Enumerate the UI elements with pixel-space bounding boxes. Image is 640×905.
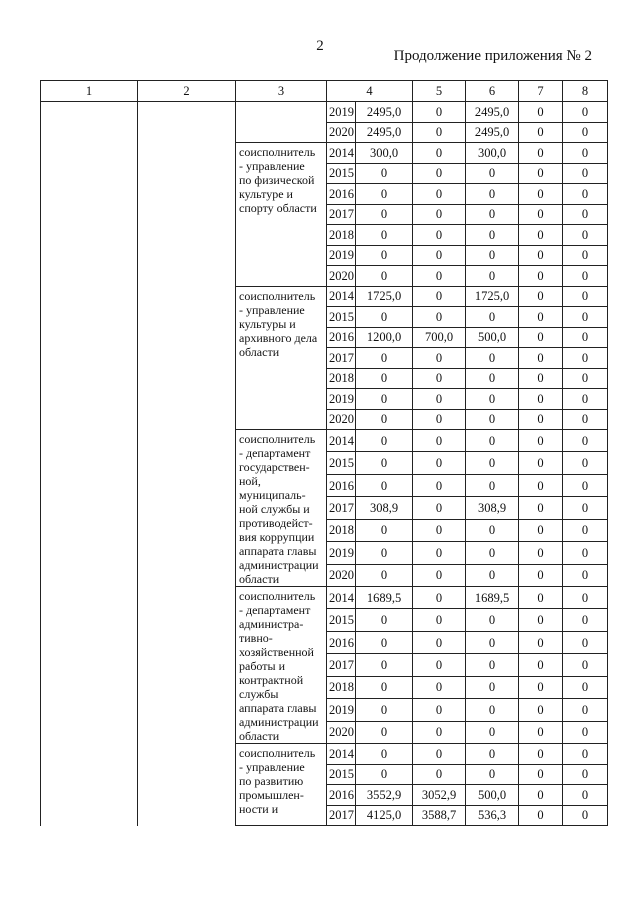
value-cell-c8: 0 [563, 676, 608, 698]
value-cell-c6: 2495,0 [466, 122, 519, 143]
value-cell-c7: 0 [519, 266, 563, 287]
value-cell-c8: 0 [563, 744, 608, 765]
value-cell-c6: 0 [466, 654, 519, 676]
executor-cell: соисполнитель - департамент государствен- ной, муниципаль- ной службы и противодейст- вия коррупции аппарата главы администрации области [236, 430, 327, 587]
value-cell-c6: 0 [466, 245, 519, 266]
continuation-title: Продолжение приложения № 2 [393, 48, 592, 64]
value-cell-c4: 0 [356, 348, 413, 369]
page-number: 2 [316, 38, 324, 54]
value-cell-c5: 0 [413, 389, 466, 410]
year-cell: 2019 [327, 389, 356, 410]
year-cell: 2016 [327, 474, 356, 496]
value-cell-c5: 0 [413, 654, 466, 676]
value-cell-c8: 0 [563, 143, 608, 164]
year-cell: 2017 [327, 348, 356, 369]
value-cell-c6: 0 [466, 744, 519, 765]
value-cell-c4: 3552,9 [356, 785, 413, 806]
value-cell-c6: 500,0 [466, 785, 519, 806]
value-cell-c5: 0 [413, 430, 466, 452]
year-cell: 2014 [327, 143, 356, 164]
value-cell-c8: 0 [563, 519, 608, 541]
value-cell-c7: 0 [519, 184, 563, 205]
value-cell-c4: 1200,0 [356, 327, 413, 348]
value-cell-c6: 0 [466, 519, 519, 541]
value-cell-c7: 0 [519, 631, 563, 653]
value-cell-c4: 2495,0 [356, 102, 413, 123]
value-cell-c8: 0 [563, 609, 608, 631]
value-cell-c5: 0 [413, 519, 466, 541]
value-cell-c8: 0 [563, 184, 608, 205]
value-cell-c7: 0 [519, 542, 563, 564]
value-cell-c8: 0 [563, 307, 608, 328]
value-cell-c6: 0 [466, 676, 519, 698]
value-cell-c8: 0 [563, 389, 608, 410]
value-cell-c8: 0 [563, 805, 608, 826]
value-cell-c6: 0 [466, 699, 519, 721]
header-cell: 8 [563, 81, 608, 102]
value-cell-c5: 0 [413, 143, 466, 164]
value-cell-c7: 0 [519, 286, 563, 307]
value-cell-c8: 0 [563, 452, 608, 474]
value-cell-c7: 0 [519, 564, 563, 586]
value-cell-c5: 0 [413, 122, 466, 143]
year-cell: 2014 [327, 430, 356, 452]
value-cell-c6: 1689,5 [466, 587, 519, 609]
year-cell: 2017 [327, 654, 356, 676]
value-cell-c4: 0 [356, 764, 413, 785]
value-cell-c7: 0 [519, 609, 563, 631]
value-cell-c7: 0 [519, 204, 563, 225]
value-cell-c5: 3588,7 [413, 805, 466, 826]
value-cell-c6: 0 [466, 389, 519, 410]
value-cell-c6: 0 [466, 542, 519, 564]
value-cell-c5: 0 [413, 609, 466, 631]
value-cell-c7: 0 [519, 327, 563, 348]
value-cell-c8: 0 [563, 497, 608, 519]
value-cell-c4: 0 [356, 631, 413, 653]
year-cell: 2016 [327, 631, 356, 653]
year-cell: 2015 [327, 609, 356, 631]
value-cell-c7: 0 [519, 102, 563, 123]
value-cell-c8: 0 [563, 348, 608, 369]
value-cell-c6: 0 [466, 368, 519, 389]
value-cell-c5: 0 [413, 102, 466, 123]
value-cell-c8: 0 [563, 286, 608, 307]
value-cell-c7: 0 [519, 474, 563, 496]
value-cell-c5: 3052,9 [413, 785, 466, 806]
year-cell: 2019 [327, 542, 356, 564]
value-cell-c5: 0 [413, 497, 466, 519]
executor-cell: соисполнитель - управление по физической культуре и спорту области [236, 143, 327, 287]
header-cell: 7 [519, 81, 563, 102]
value-cell-c4: 0 [356, 609, 413, 631]
value-cell-c4: 0 [356, 519, 413, 541]
year-cell: 2017 [327, 497, 356, 519]
header-cell: 1 [41, 81, 138, 102]
value-cell-c8: 0 [563, 654, 608, 676]
year-cell: 2016 [327, 785, 356, 806]
value-cell-c5: 0 [413, 348, 466, 369]
value-cell-c7: 0 [519, 307, 563, 328]
value-cell-c6: 0 [466, 430, 519, 452]
value-cell-c6: 308,9 [466, 497, 519, 519]
value-cell-c6: 0 [466, 631, 519, 653]
value-cell-c8: 0 [563, 764, 608, 785]
value-cell-c6: 0 [466, 474, 519, 496]
value-cell-c6: 0 [466, 452, 519, 474]
value-cell-c5: 0 [413, 452, 466, 474]
value-cell-c4: 0 [356, 389, 413, 410]
value-cell-c7: 0 [519, 143, 563, 164]
value-cell-c8: 0 [563, 409, 608, 430]
header-cell: 6 [466, 81, 519, 102]
value-cell-c7: 0 [519, 163, 563, 184]
header-row [41, 81, 608, 102]
year-cell: 2017 [327, 805, 356, 826]
value-cell-c5: 0 [413, 204, 466, 225]
value-cell-c6: 0 [466, 266, 519, 287]
column-1-cell [41, 102, 138, 826]
value-cell-c4: 0 [356, 699, 413, 721]
year-cell: 2018 [327, 368, 356, 389]
year-cell: 2014 [327, 587, 356, 609]
value-cell-c5: 0 [413, 587, 466, 609]
value-cell-c4: 0 [356, 721, 413, 743]
value-cell-c8: 0 [563, 430, 608, 452]
value-cell-c6: 2495,0 [466, 102, 519, 123]
value-cell-c4: 0 [356, 266, 413, 287]
value-cell-c8: 0 [563, 163, 608, 184]
value-cell-c5: 0 [413, 564, 466, 586]
executor-cell: соисполнитель - департамент администра- тивно- хозяйственной работы и контрактной службы аппарата главы администрации области [236, 587, 327, 744]
value-cell-c5: 0 [413, 721, 466, 743]
value-cell-c4: 1689,5 [356, 587, 413, 609]
value-cell-c4: 0 [356, 676, 413, 698]
value-cell-c5: 0 [413, 764, 466, 785]
value-cell-c5: 0 [413, 409, 466, 430]
executor-cell: соисполнитель - управление культуры и архивного дела области [236, 286, 327, 430]
year-cell: 2014 [327, 286, 356, 307]
value-cell-c5: 0 [413, 245, 466, 266]
year-cell: 2019 [327, 102, 356, 123]
header-cell: 4 [327, 81, 413, 102]
year-cell: 2020 [327, 721, 356, 743]
value-cell-c4: 0 [356, 204, 413, 225]
value-cell-c8: 0 [563, 204, 608, 225]
value-cell-c4: 0 [356, 654, 413, 676]
value-cell-c6: 536,3 [466, 805, 519, 826]
value-cell-c4: 0 [356, 307, 413, 328]
value-cell-c8: 0 [563, 699, 608, 721]
value-cell-c5: 0 [413, 542, 466, 564]
value-cell-c7: 0 [519, 389, 563, 410]
value-cell-c8: 0 [563, 785, 608, 806]
value-cell-c7: 0 [519, 497, 563, 519]
value-cell-c8: 0 [563, 631, 608, 653]
value-cell-c4: 0 [356, 744, 413, 765]
year-cell: 2018 [327, 676, 356, 698]
value-cell-c6: 500,0 [466, 327, 519, 348]
value-cell-c8: 0 [563, 327, 608, 348]
value-cell-c7: 0 [519, 721, 563, 743]
year-cell: 2016 [327, 184, 356, 205]
value-cell-c7: 0 [519, 122, 563, 143]
year-cell: 2017 [327, 204, 356, 225]
value-cell-c5: 0 [413, 225, 466, 246]
year-cell: 2018 [327, 519, 356, 541]
year-cell: 2020 [327, 266, 356, 287]
value-cell-c4: 0 [356, 474, 413, 496]
value-cell-c4: 0 [356, 452, 413, 474]
year-cell: 2016 [327, 327, 356, 348]
value-cell-c4: 0 [356, 225, 413, 246]
budget-table [40, 80, 608, 826]
value-cell-c4: 0 [356, 245, 413, 266]
value-cell-c6: 0 [466, 184, 519, 205]
year-cell: 2015 [327, 163, 356, 184]
table-row [41, 102, 608, 123]
value-cell-c6: 0 [466, 609, 519, 631]
value-cell-c8: 0 [563, 225, 608, 246]
year-cell: 2015 [327, 764, 356, 785]
value-cell-c6: 0 [466, 225, 519, 246]
value-cell-c7: 0 [519, 430, 563, 452]
value-cell-c7: 0 [519, 348, 563, 369]
value-cell-c7: 0 [519, 699, 563, 721]
value-cell-c4: 0 [356, 564, 413, 586]
value-cell-c5: 0 [413, 184, 466, 205]
value-cell-c7: 0 [519, 654, 563, 676]
executor-cell [236, 102, 327, 143]
value-cell-c5: 0 [413, 676, 466, 698]
value-cell-c5: 0 [413, 368, 466, 389]
value-cell-c7: 0 [519, 452, 563, 474]
year-cell: 2015 [327, 452, 356, 474]
value-cell-c4: 0 [356, 368, 413, 389]
value-cell-c5: 0 [413, 699, 466, 721]
value-cell-c6: 0 [466, 764, 519, 785]
value-cell-c7: 0 [519, 519, 563, 541]
value-cell-c5: 0 [413, 744, 466, 765]
header-cell: 5 [413, 81, 466, 102]
value-cell-c5: 0 [413, 307, 466, 328]
value-cell-c7: 0 [519, 409, 563, 430]
value-cell-c7: 0 [519, 744, 563, 765]
value-cell-c6: 1725,0 [466, 286, 519, 307]
value-cell-c5: 0 [413, 163, 466, 184]
year-cell: 2019 [327, 699, 356, 721]
value-cell-c8: 0 [563, 542, 608, 564]
value-cell-c7: 0 [519, 368, 563, 389]
year-cell: 2014 [327, 744, 356, 765]
value-cell-c7: 0 [519, 764, 563, 785]
year-cell: 2020 [327, 122, 356, 143]
value-cell-c6: 0 [466, 348, 519, 369]
executor-cell: соисполнитель - управление по развитию промышлен- ности и [236, 744, 327, 826]
value-cell-c7: 0 [519, 785, 563, 806]
value-cell-c4: 300,0 [356, 143, 413, 164]
value-cell-c8: 0 [563, 245, 608, 266]
value-cell-c4: 0 [356, 163, 413, 184]
value-cell-c6: 0 [466, 307, 519, 328]
value-cell-c7: 0 [519, 805, 563, 826]
value-cell-c6: 0 [466, 564, 519, 586]
value-cell-c7: 0 [519, 245, 563, 266]
value-cell-c6: 0 [466, 721, 519, 743]
value-cell-c6: 0 [466, 409, 519, 430]
value-cell-c7: 0 [519, 587, 563, 609]
value-cell-c4: 2495,0 [356, 122, 413, 143]
year-cell: 2020 [327, 409, 356, 430]
value-cell-c4: 0 [356, 409, 413, 430]
value-cell-c8: 0 [563, 587, 608, 609]
year-cell: 2019 [327, 245, 356, 266]
value-cell-c4: 0 [356, 430, 413, 452]
value-cell-c6: 300,0 [466, 143, 519, 164]
value-cell-c7: 0 [519, 676, 563, 698]
value-cell-c5: 0 [413, 474, 466, 496]
value-cell-c8: 0 [563, 368, 608, 389]
value-cell-c8: 0 [563, 266, 608, 287]
header-cell: 2 [138, 81, 236, 102]
value-cell-c5: 0 [413, 631, 466, 653]
year-cell: 2020 [327, 564, 356, 586]
value-cell-c6: 0 [466, 163, 519, 184]
value-cell-c4: 0 [356, 542, 413, 564]
value-cell-c4: 1725,0 [356, 286, 413, 307]
value-cell-c8: 0 [563, 474, 608, 496]
value-cell-c8: 0 [563, 564, 608, 586]
value-cell-c4: 308,9 [356, 497, 413, 519]
header-cell: 3 [236, 81, 327, 102]
year-cell: 2018 [327, 225, 356, 246]
value-cell-c5: 0 [413, 266, 466, 287]
value-cell-c4: 0 [356, 184, 413, 205]
column-2-cell [138, 102, 236, 826]
value-cell-c8: 0 [563, 721, 608, 743]
value-cell-c4: 4125,0 [356, 805, 413, 826]
value-cell-c5: 0 [413, 286, 466, 307]
year-cell: 2015 [327, 307, 356, 328]
value-cell-c8: 0 [563, 102, 608, 123]
value-cell-c8: 0 [563, 122, 608, 143]
value-cell-c6: 0 [466, 204, 519, 225]
value-cell-c7: 0 [519, 225, 563, 246]
value-cell-c5: 700,0 [413, 327, 466, 348]
